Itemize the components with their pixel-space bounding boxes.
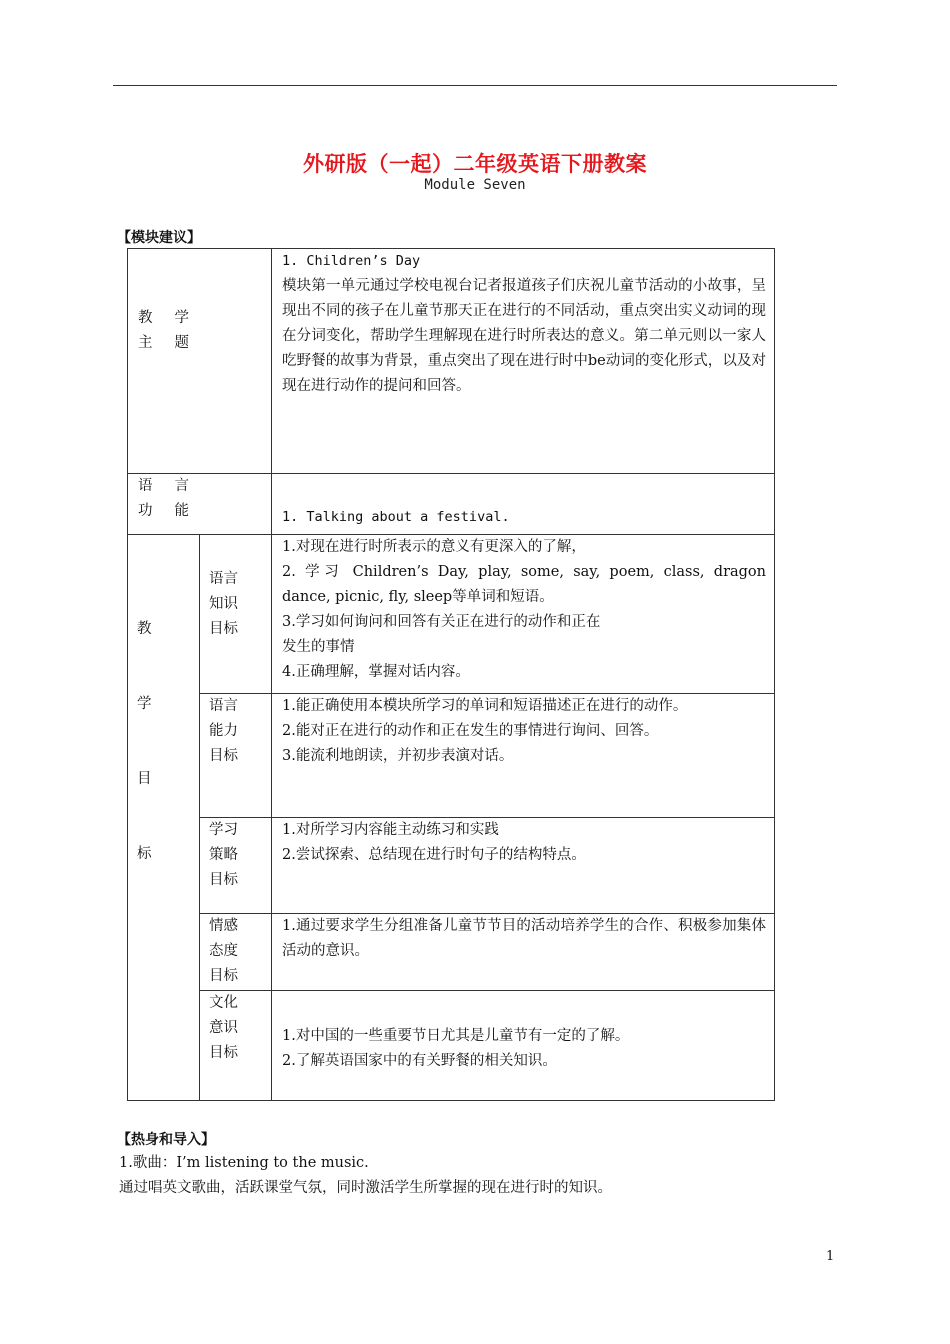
page-subtitle: Module Seven: [424, 177, 526, 193]
goals-label-char-1: 教: [137, 621, 152, 637]
table-row-goal-attitude: [128, 914, 775, 991]
goal-knowledge-label: 语言 知识 目标: [200, 535, 272, 694]
goal-ability-content: [272, 694, 775, 818]
topic-content-cell: [272, 249, 775, 474]
topic-label-line2: 主题: [138, 335, 211, 351]
section-module-advice: 【模块建议】: [117, 230, 201, 246]
header-rule: [113, 85, 837, 86]
goals-label-cell: [128, 535, 200, 1101]
lesson-plan-table: [127, 248, 775, 1101]
goal-ability-label: 语言 能力 目标: [200, 694, 272, 818]
list-item: 1.通过要求学生分组准备儿童节节目的活动培养学生的合作、积极参加集体活动的意识。: [282, 918, 766, 959]
list-item: 3.能流利地朗读，并初步表演对话。: [282, 748, 514, 764]
list-item: 1.对现在进行时所表示的意义有更深入的了解，: [282, 539, 586, 555]
list-item: 发生的事情: [282, 639, 355, 655]
goal-strategy-label: 学习 策略 目标: [200, 818, 272, 914]
topic-label-line1: 教学: [138, 310, 211, 326]
goal-attitude-label: 情感 态度 目标: [200, 914, 272, 991]
function-content-cell: [272, 474, 775, 535]
list-item: 1.对所学习内容能主动练习和实践: [282, 822, 499, 838]
goal-knowledge-content: [272, 535, 775, 694]
topic-body: 模块第一单元通过学校电视台记者报道孩子们庆祝儿童节活动的小故事，呈现出不同的孩子在儿童节那天正在进行的不同活动，重点突出实义动词的现在分词变化，帮助学生理解现在进行时所表达的意义。第二单元则以一家人吃野餐的故事为背景，重点突出了现在进行时中be动词的变化形式，以及对现在进行动作的提问和回答。: [282, 278, 766, 394]
page-title: 外研版（一起）二年级英语下册教案: [303, 152, 647, 176]
list-item: 3.学习如何询问和回答有关正在进行的动作和正在: [282, 614, 601, 630]
goals-label-char-3: 目: [137, 771, 152, 787]
goal-strategy-content: [272, 818, 775, 914]
list-item: 1.对中国的一些重要节日尤其是儿童节有一定的了解。: [282, 1028, 630, 1044]
table-row-goal-knowledge: [128, 535, 775, 694]
goal-culture-content: [272, 991, 775, 1101]
goal-attitude-content: [272, 914, 775, 991]
goal-culture-label: 文化 意识 目标: [200, 991, 272, 1101]
table-row-goal-strategy: [128, 818, 775, 914]
goals-label-char-4: 标: [137, 846, 152, 862]
topic-heading: 1. Children’s Day: [282, 253, 421, 269]
function-label-line2: 功能: [138, 503, 211, 519]
list-item: 1.能正确使用本模块所学习的单词和短语描述正在进行的动作。: [282, 698, 688, 714]
function-label-line1: 语言: [138, 478, 211, 494]
function-label-cell: [128, 474, 272, 535]
page-number: 1: [826, 1249, 835, 1264]
table-row-function: [128, 474, 775, 535]
list-item: 2.了解英语国家中的有关野餐的相关知识。: [282, 1053, 557, 1069]
function-content: 1. Talking about a festival.: [282, 509, 510, 525]
table-row-goal-ability: [128, 694, 775, 818]
topic-label-cell: [128, 249, 272, 474]
table-row-goal-culture: [128, 991, 775, 1101]
list-item: 2.尝试探索、总结现在进行时句子的结构特点。: [282, 847, 586, 863]
list-item: 2.能对正在进行的动作和正在发生的事情进行询问、回答。: [282, 723, 659, 739]
goals-label-char-2: 学: [137, 696, 152, 712]
warmup-line-2: 通过唱英文歌曲，活跃课堂气氛，同时激活学生所掌握的现在进行时的知识。: [119, 1180, 612, 1196]
list-item: 2. 学习 Children’s Day, play, some, say, poem, class, dragon dance, picnic, fly, sleep等单词和短语。: [282, 564, 766, 605]
table-row-topic: [128, 249, 775, 474]
list-item: 4.正确理解，掌握对话内容。: [282, 664, 470, 680]
warmup-line-1: 1.歌曲：I’m listening to the music.: [119, 1155, 369, 1171]
section-warmup: 【热身和导入】: [117, 1132, 215, 1148]
